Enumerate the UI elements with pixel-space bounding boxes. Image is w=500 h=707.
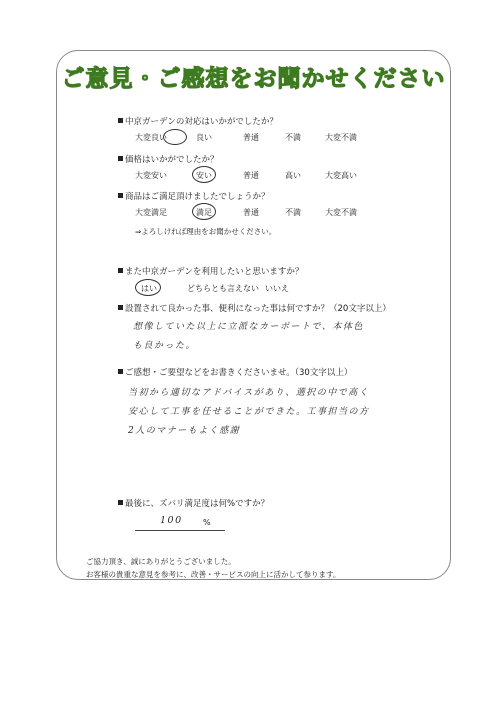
bullet-square-icon	[118, 118, 123, 123]
answer-circle-mark	[192, 203, 216, 220]
answer-circle-mark	[163, 129, 187, 145]
q3-option-5[interactable]: 大変不満	[325, 208, 357, 217]
q1-option-3[interactable]: 普通	[243, 133, 259, 142]
question-price: 価格はいかがでしたか？	[118, 153, 219, 165]
question-reuse: また中京ガーデンを利用したいと思いますか？	[118, 265, 303, 277]
q1-option-2[interactable]: 良い	[196, 133, 212, 142]
q1-option-5[interactable]: 大変不満	[325, 133, 357, 142]
reason-prompt: ⇒よろしければ理由をお聞かせください。	[135, 227, 277, 236]
answer-underline	[135, 530, 225, 531]
handwritten-answer-line: 安心して工事を任せることができた。工事担当の方	[128, 407, 370, 417]
handwritten-answer-line: も良かった。	[133, 341, 197, 351]
bullet-square-icon	[118, 369, 123, 374]
q2-option-3[interactable]: 普通	[243, 171, 259, 180]
bullet-square-icon	[118, 156, 123, 161]
q1-option-1[interactable]: 大変良い	[135, 133, 167, 142]
q2-option-5[interactable]: 大変高い	[325, 171, 357, 180]
q2-option-4[interactable]: 高い	[285, 171, 301, 180]
thanks-line-2: お客様の貴重な意見を参考に、改善・サービスの向上に活かして参ります。	[86, 570, 341, 579]
q3-option-2[interactable]: 満足	[196, 208, 212, 217]
q3-option-1[interactable]: 大変満足	[135, 208, 167, 217]
q3-option-3[interactable]: 普通	[243, 208, 259, 217]
percent-unit: %	[203, 518, 211, 527]
question-product: 商品はご満足頂けましたでしょうか？	[118, 190, 270, 202]
bullet-square-icon	[118, 305, 123, 310]
satisfaction-value[interactable]: 100	[160, 515, 183, 526]
q2-option-2[interactable]: 安い	[196, 171, 212, 180]
q4-option-2[interactable]: どちらとも言えない	[187, 284, 259, 293]
question-comments: ご感想・ご要望などをお書きくださいませ。（30文字以上）	[118, 366, 352, 378]
q4-option-1[interactable]: はい	[141, 284, 157, 293]
handwritten-answer-line: 2人のマナーもよく感謝	[128, 426, 241, 436]
question-service: 中京ガーデンの対応はいかがでしたか？	[118, 115, 278, 127]
question-benefits: 設置されて良かった事、便利になった事は何ですか？（20文字以上）	[118, 302, 391, 314]
handwritten-answer-line: 当初から適切なアドバイスがあり、選択の中で高く	[128, 388, 370, 398]
thanks-line-1: ご協力頂き、誠にありがとうございました。	[86, 557, 236, 566]
bullet-square-icon	[118, 268, 123, 273]
handwritten-answer-line: 想像していた以上に立派なカーポートで、本体色	[133, 322, 364, 332]
q1-option-4[interactable]: 不満	[285, 133, 301, 142]
answer-circle-mark	[135, 279, 161, 296]
question-satisfaction: 最後に、ズバリ満足度は何%ですか？	[118, 497, 269, 509]
answer-circle-mark	[192, 166, 216, 183]
q2-option-1[interactable]: 大変安い	[135, 171, 167, 180]
page-title: ご意見・ご感想をお聞かせください	[61, 66, 446, 92]
q3-option-4[interactable]: 不満	[285, 208, 301, 217]
bullet-square-icon	[118, 500, 123, 505]
bullet-square-icon	[118, 193, 123, 198]
q4-option-3[interactable]: いいえ	[265, 284, 289, 293]
